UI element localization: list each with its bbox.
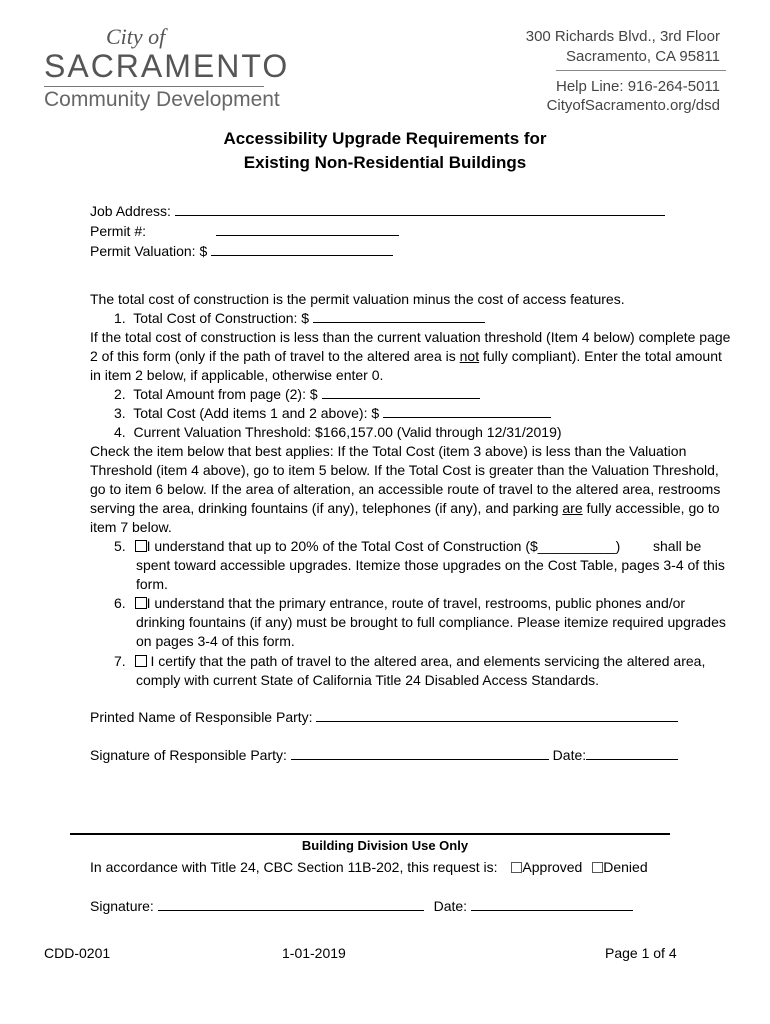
item-5-line-2: spent toward accessible upgrades. Itemize those upgrades on the Cost Table, pages 3-4 of this [136, 557, 725, 573]
paragraph-1-line-3: in item 2 below, if applicable, otherwise enter 0. [90, 367, 384, 383]
permit-valuation-label: Permit Valuation: $ [90, 243, 208, 259]
item-5-line-3: form. [136, 576, 168, 592]
permit-row [90, 222, 399, 241]
printed-name-label: Printed Name of Responsible Party: [90, 709, 313, 725]
item-5-text: I understand that up to 20% of the Total Cost of Construction ($__________) [146, 538, 621, 554]
item-2-label: Total Amount from page (2): $ [133, 386, 318, 402]
item-6-line-2: drinking fountains (if any) must be brought to full compliance. Please itemize required upgrades [136, 614, 726, 630]
address-line-2: Sacramento, CA 95811 [566, 48, 720, 65]
division-date-field[interactable] [471, 897, 633, 911]
job-address-row [90, 202, 665, 221]
address-divider [556, 70, 726, 71]
responsible-date-field[interactable] [586, 746, 678, 760]
total-amount-page-2-field[interactable] [322, 385, 480, 399]
item-7-text: I certify that the path of travel to the altered area, and elements servicing the altered area, [150, 653, 706, 669]
item-7-line-2: comply with current State of California Title 24 Disabled Access Standards. [136, 672, 599, 688]
item-5-line-1 [114, 537, 620, 556]
item-6-line-3: on pages 3-4 of this form. [136, 633, 295, 649]
job-address-label: Job Address: [90, 203, 171, 219]
item-6-checkbox[interactable] [135, 597, 147, 609]
division-statement-row [90, 858, 648, 877]
approved-label: Approved [522, 859, 583, 875]
paragraph-1-line-2-b: fully compliant). Enter the total amount [479, 348, 722, 364]
paragraph-2-line-4-a: serving the area, drinking fountains (if any), telephones (if any), and parking [90, 500, 563, 516]
responsible-signature-row [90, 746, 678, 765]
paragraph-2-line-5: item 7 below. [90, 519, 172, 535]
paragraph-1-not-emphasis: not [459, 348, 480, 364]
website-link[interactable]: CityofSacramento.org/dsd [546, 97, 720, 114]
item-7-line-1 [114, 652, 705, 671]
division-signature-field[interactable] [158, 897, 424, 911]
denied-label: Denied [603, 859, 648, 875]
division-date-label: Date: [433, 898, 468, 914]
permit-label: Permit #: [90, 223, 147, 239]
page-number: Page 1 of 4 [605, 945, 677, 961]
item-3-label: Total Cost (Add items 1 and 2 above): $ [133, 405, 380, 421]
item-4 [114, 423, 562, 442]
printed-name-field[interactable] [316, 708, 678, 722]
paragraph-1-line-2 [90, 347, 722, 366]
division-heading: Building Division Use Only [301, 838, 469, 853]
permit-valuation-row [90, 242, 393, 261]
paragraph-2-line-2: Threshold (item 4 above), go to item 5 below. If the Total Cost is greater than the Valuation Threshold, [90, 462, 719, 478]
item-5-checkbox[interactable] [135, 540, 147, 552]
printed-name-row [90, 708, 678, 727]
division-separator [70, 833, 670, 835]
paragraph-2-line-1: Check the item below that best applies: If the Total Cost (item 3 above) is less than the Valuation [90, 443, 687, 459]
paragraph-2-line-4 [90, 499, 720, 518]
division-signature-label: Signature: [90, 898, 154, 914]
division-statement: In accordance with Title 24, CBC Section 11B-202, this request is: [90, 859, 498, 875]
item-1 [114, 309, 485, 328]
page-title-line-1: Accessibility Upgrade Requirements for [223, 129, 547, 148]
approved-checkbox[interactable] [511, 862, 522, 873]
item-3 [114, 404, 551, 423]
item-3-number: 3. [114, 405, 126, 421]
permit-valuation-field[interactable] [211, 242, 393, 256]
paragraph-1-line-2-a: 2 of this form (only if the path of travel to the altered area is [90, 348, 460, 364]
form-code: CDD-0201 [44, 945, 111, 961]
item-6-line-1 [114, 594, 685, 613]
item-5-number: 5. [114, 538, 126, 554]
paragraph-2-line-4-b: fully accessible, go to [582, 500, 720, 516]
responsible-signature-field[interactable] [291, 746, 549, 760]
item-2 [114, 385, 480, 404]
paragraph-2-are-emphasis: are [562, 500, 583, 516]
item-7-number: 7. [114, 653, 126, 669]
page-title-line-2: Existing Non-Residential Buildings [243, 153, 527, 172]
paragraph-1-line-1: If the total cost of construction is less than the current valuation threshold (Item 4 below) complete page [90, 329, 731, 345]
logo-sacramento-text: SACRAMENTO [44, 48, 290, 84]
item-1-label: Total Cost of Construction: $ [133, 310, 310, 326]
logo-department-text: Community Development [44, 88, 280, 111]
item-5-shall-be: shall be [653, 538, 702, 554]
help-line: Help Line: 916-264-5011 [555, 78, 720, 95]
responsible-signature-label: Signature of Responsible Party: [90, 747, 287, 763]
permit-number-field[interactable] [216, 222, 399, 236]
logo-divider [44, 86, 264, 87]
revision-date: 1-01-2019 [282, 945, 346, 961]
address-line-1: 300 Richards Blvd., 3rd Floor [525, 28, 720, 45]
item-4-number: 4. [114, 424, 126, 440]
item-7-checkbox[interactable] [135, 655, 147, 667]
intro-text: The total cost of construction is the permit valuation minus the cost of access features. [90, 291, 625, 307]
item-6-number: 6. [114, 595, 126, 611]
paragraph-2-line-3: go to item 6 below. If the area of alteration, an accessible route of travel to the altered area, restrooms [90, 481, 721, 497]
item-4-label: Current Valuation Threshold: $166,157.00 (Valid through 12/31/2019) [133, 424, 562, 440]
item-1-number: 1. [114, 310, 126, 326]
job-address-field[interactable] [175, 202, 665, 216]
item-6-text: I understand that the primary entrance, route of travel, restrooms, public phones and/or [146, 595, 686, 611]
total-cost-field[interactable] [383, 404, 551, 418]
item-2-number: 2. [114, 386, 126, 402]
denied-checkbox[interactable] [592, 862, 603, 873]
division-signature-row [90, 897, 633, 916]
responsible-date-label: Date: [552, 747, 587, 763]
total-cost-construction-field[interactable] [313, 309, 485, 323]
logo-city-text: City of [106, 24, 166, 49]
